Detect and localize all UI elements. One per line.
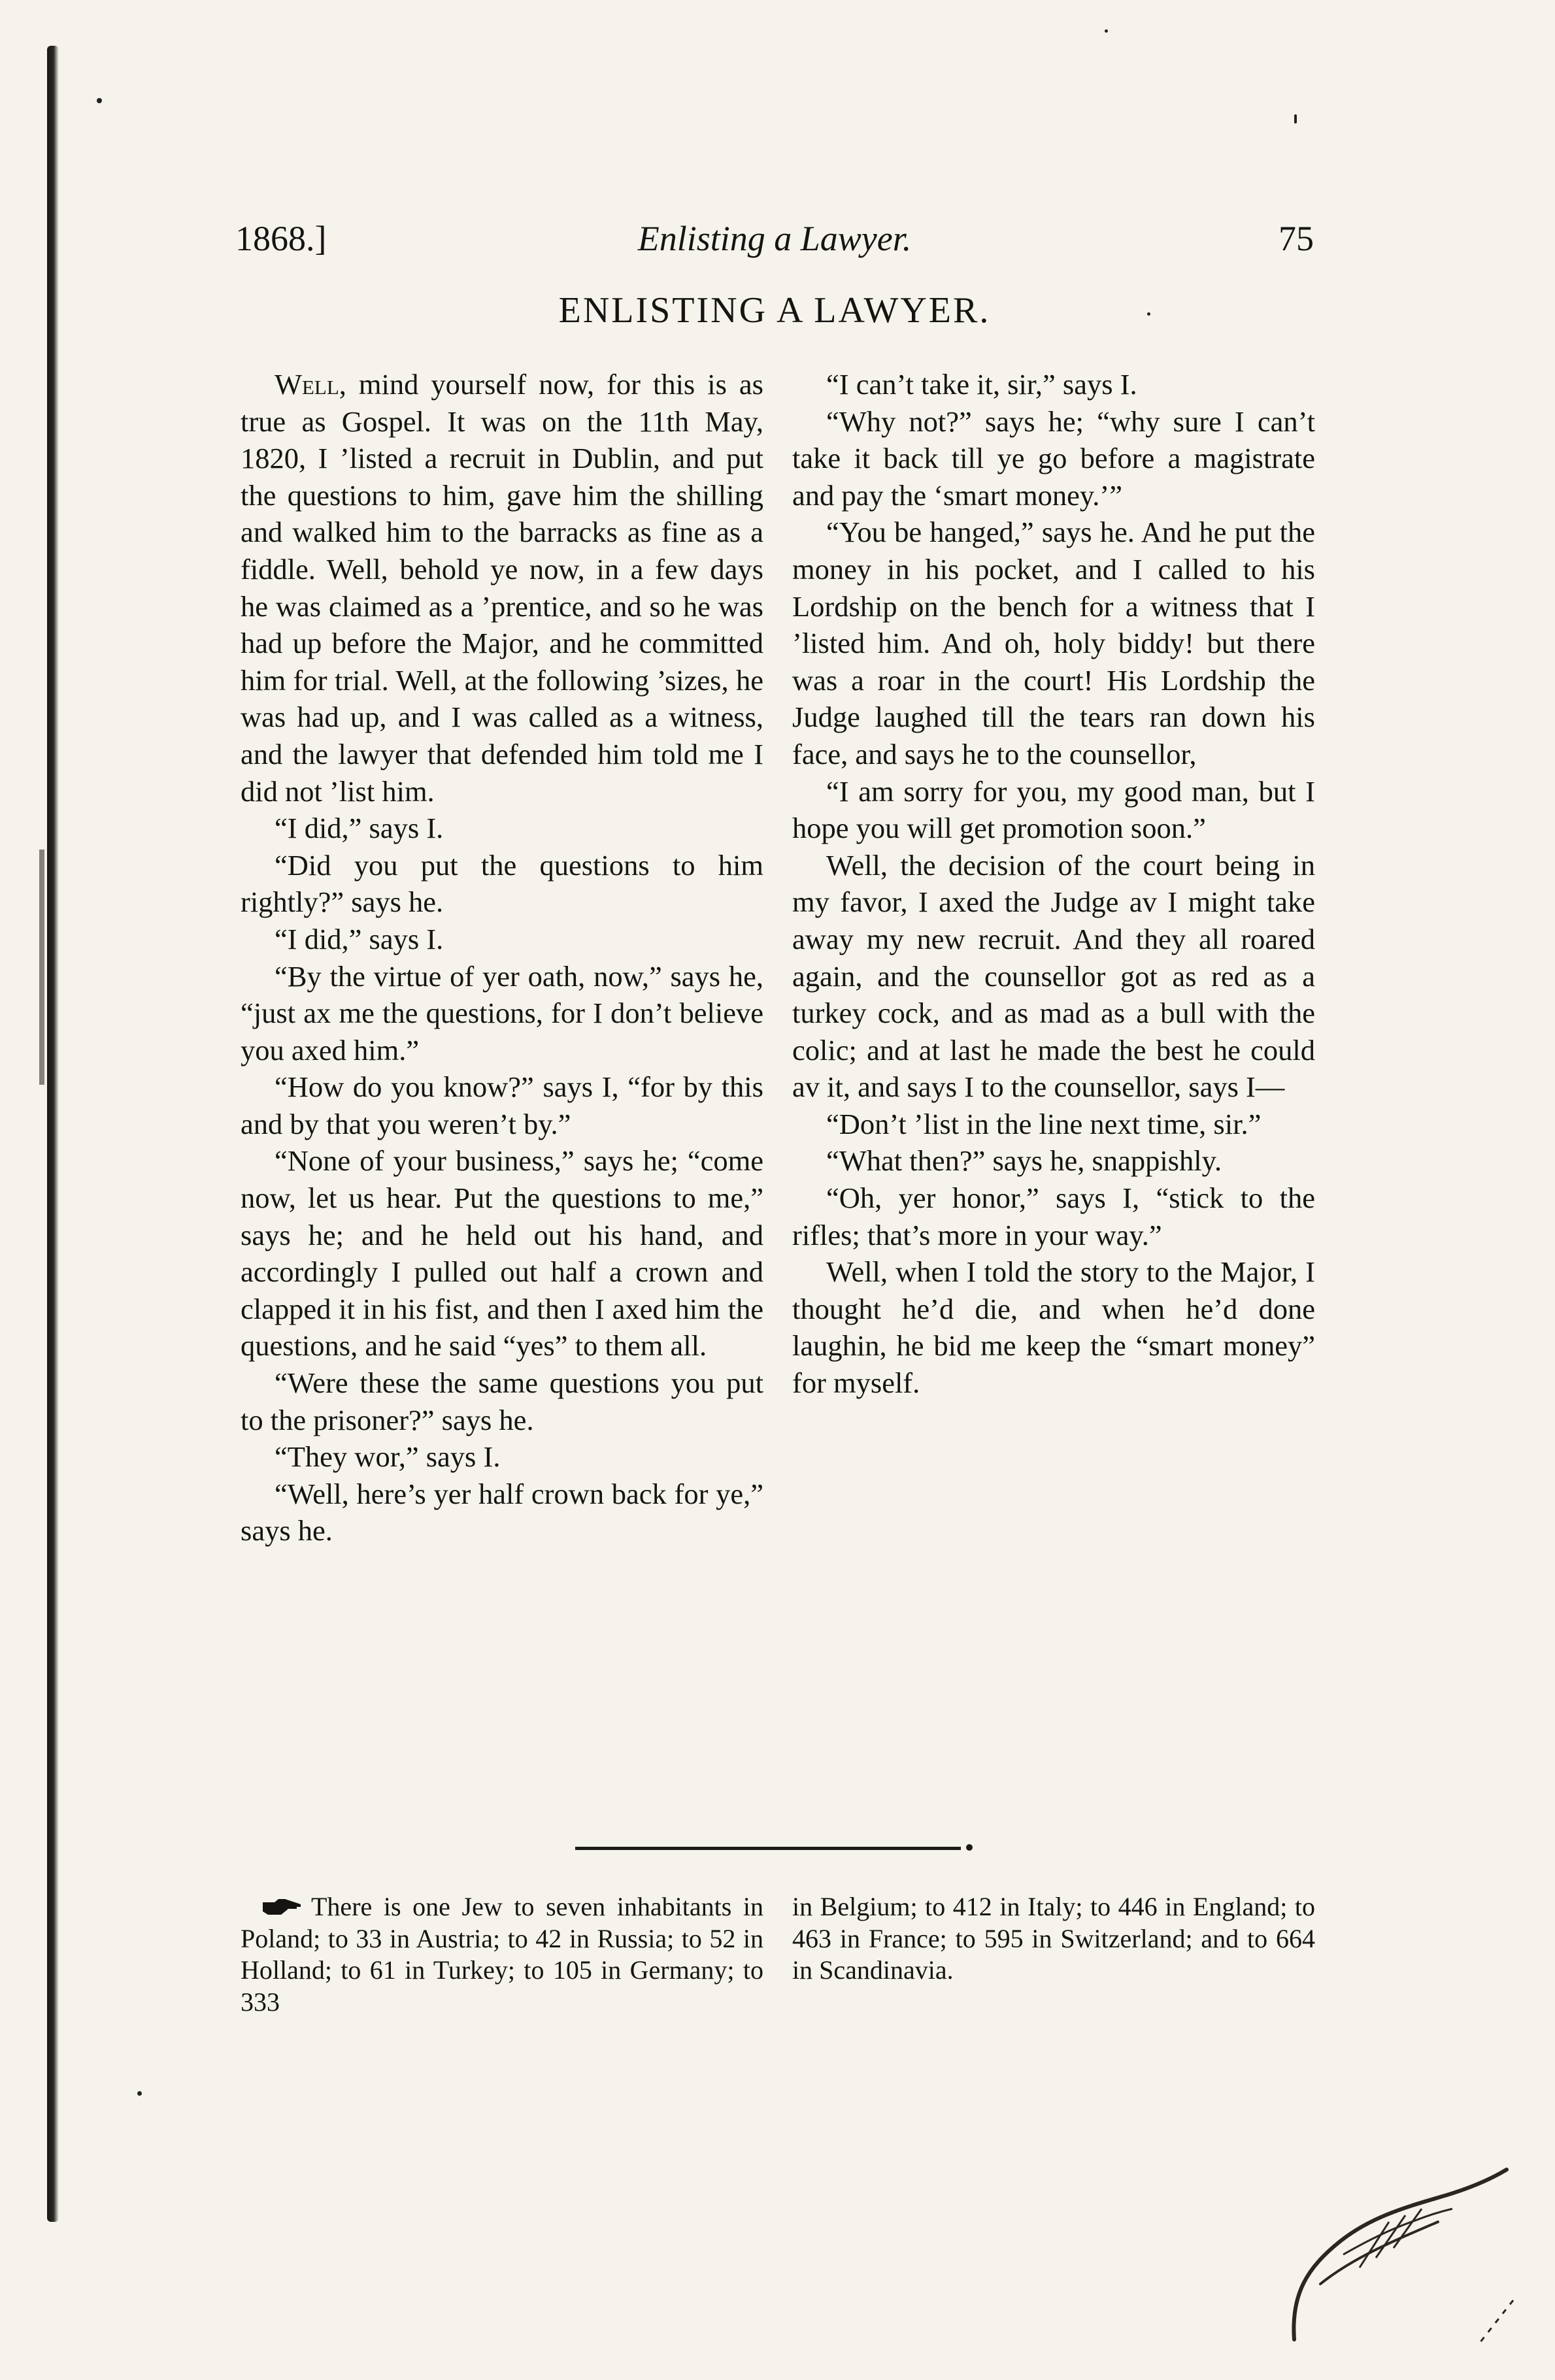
binding-edge-shadow [47,46,59,2222]
paragraph-text: “What then?” says he, snappishly. [826,1144,1222,1178]
paragraph-text: Well, when I told the story to the Major, I thought he’d die, and when he’d done laughin, he bid me keep the “smart money” for myself. [792,1255,1315,1400]
paragraph-text: “None of your business,” says he; “come now, let us hear. Put the questions to me,” says he; and he held out his hand, and accordingly I pulled out half a crown and clapped it in his fist, and then I axed him the questions, and he said “yes” to them all. [241,1144,763,1363]
paragraph [241,1068,763,1142]
paragraph-text: “I did,” says I. [275,922,444,955]
paragraph [792,773,1315,847]
right-text-column [792,366,1315,1402]
paragraph [241,921,763,958]
paragraph [792,1106,1315,1143]
paragraph-text: “Well, here’s yer half crown back for ye,” says he. [241,1477,763,1547]
paragraph-text: “Why not?” says he; “why sure I can’t take it back till ye go before a magistrate and pay the ‘smart money.’” [792,405,1315,512]
paragraph-text: “I can’t take it, sir,” says I. [826,368,1137,401]
paragraph [241,1142,763,1364]
left-text-column [241,366,763,1549]
paragraph [792,366,1315,403]
lead-word: Well, [275,368,346,401]
scan-speck [137,2091,142,2096]
pointing-hand-icon [261,1897,302,1917]
paragraph [241,847,763,921]
page-number: 75 [1279,219,1314,258]
paragraph-text: mind yourself now, for this is as true as Gospel. It was on the 11th May, 1820, I ’listed a recruit in Dublin, and put the questions to him, gave him the shilling and walked him to the barracks as fine as a fiddle. Well, behold ye now, in a few days he was claimed as a ’prentice, and so he was had up before the Major, and he committed him for trial. Well, at the following ’sizes, he was had up, and I was called as a witness, and the lawyer that defended him told me I did not ’list him. [241,368,763,808]
paragraph-text: “They wor,” says I. [275,1440,501,1474]
paragraph [241,958,763,1069]
note-text-right: in Belgium; to 412 in Italy; to 446 in England; to 463 in France; to 595 in Switzerland; and to 664 in Scandinavia. [792,1892,1315,1985]
article-title: ENLISTING A LAWYER. [558,290,991,331]
paragraph [792,514,1315,772]
paragraph [792,1142,1315,1180]
running-header [235,216,1314,261]
section-divider [575,1847,961,1850]
paragraph [241,810,763,847]
running-header-year: 1868.] [235,219,327,258]
paragraph-text: “Don’t ’list in the line next time, sir.” [826,1107,1262,1140]
paragraph-text: “Were these the same questions you put to the prisoner?” says he. [241,1366,763,1436]
paragraph-text: “How do you know?” says I, “for by this and by that you weren’t by.” [241,1070,763,1140]
scan-speck [1294,114,1297,124]
paragraph-text: “I am sorry for you, my good man, but I hope you will get promotion soon.” [792,774,1315,845]
paragraph-text: “I did,” says I. [275,812,444,845]
paragraph-text: Well, the decision of the court being in my favor, I axed the Judge av I might take away my new recruit. And they all roared again, and the counsellor got as red as a turkey cock, and as mad as a bull with the colic; and at last he made the best he could av it, and says I to the counsellor, says I— [792,848,1315,1104]
paragraph-text: “You be hanged,” says he. And he put the money in his pocket, and I called to his Lordship on the bench for a witness that I ’listed him. And oh, holy biddy! but there was a roar in the court! His Lordship the Judge laughed till the tears ran down his face, and says he to the counsellor, [792,516,1315,770]
ink-flourish-mark [1281,2143,1530,2353]
paragraph [241,1476,763,1549]
paragraph [792,403,1315,514]
paragraph [792,1253,1315,1401]
note-right-column [792,1891,1315,1987]
paragraph [241,1364,763,1438]
paragraph [792,847,1315,1106]
paragraph [241,366,763,810]
paragraph [241,1438,763,1476]
paragraph-text: “Did you put the questions to him rightly?” says he. [241,848,763,919]
note-text-left: There is one Jew to seven inhabitants in Poland; to 33 in Austria; to 42 in Russia; to 52 in Holland; to 61 in Turkey; to 105 in Germany; to 333 [241,1892,763,2017]
paragraph-text: “By the virtue of yer oath, now,” says he, “just ax me the questions, for I don’t believe you axed him.” [241,959,763,1066]
paragraph [792,1180,1315,1253]
divider-dot [966,1844,973,1851]
note-left-column [241,1891,763,2018]
binding-edge-mark [39,850,44,1085]
running-header-title: Enlisting a Lawyer. [637,219,912,258]
paragraph-text: “Oh, yer honor,” says I, “stick to the rifles; that’s more in your way.” [792,1182,1315,1251]
scan-speck [97,98,102,103]
scan-speck [1105,29,1108,33]
